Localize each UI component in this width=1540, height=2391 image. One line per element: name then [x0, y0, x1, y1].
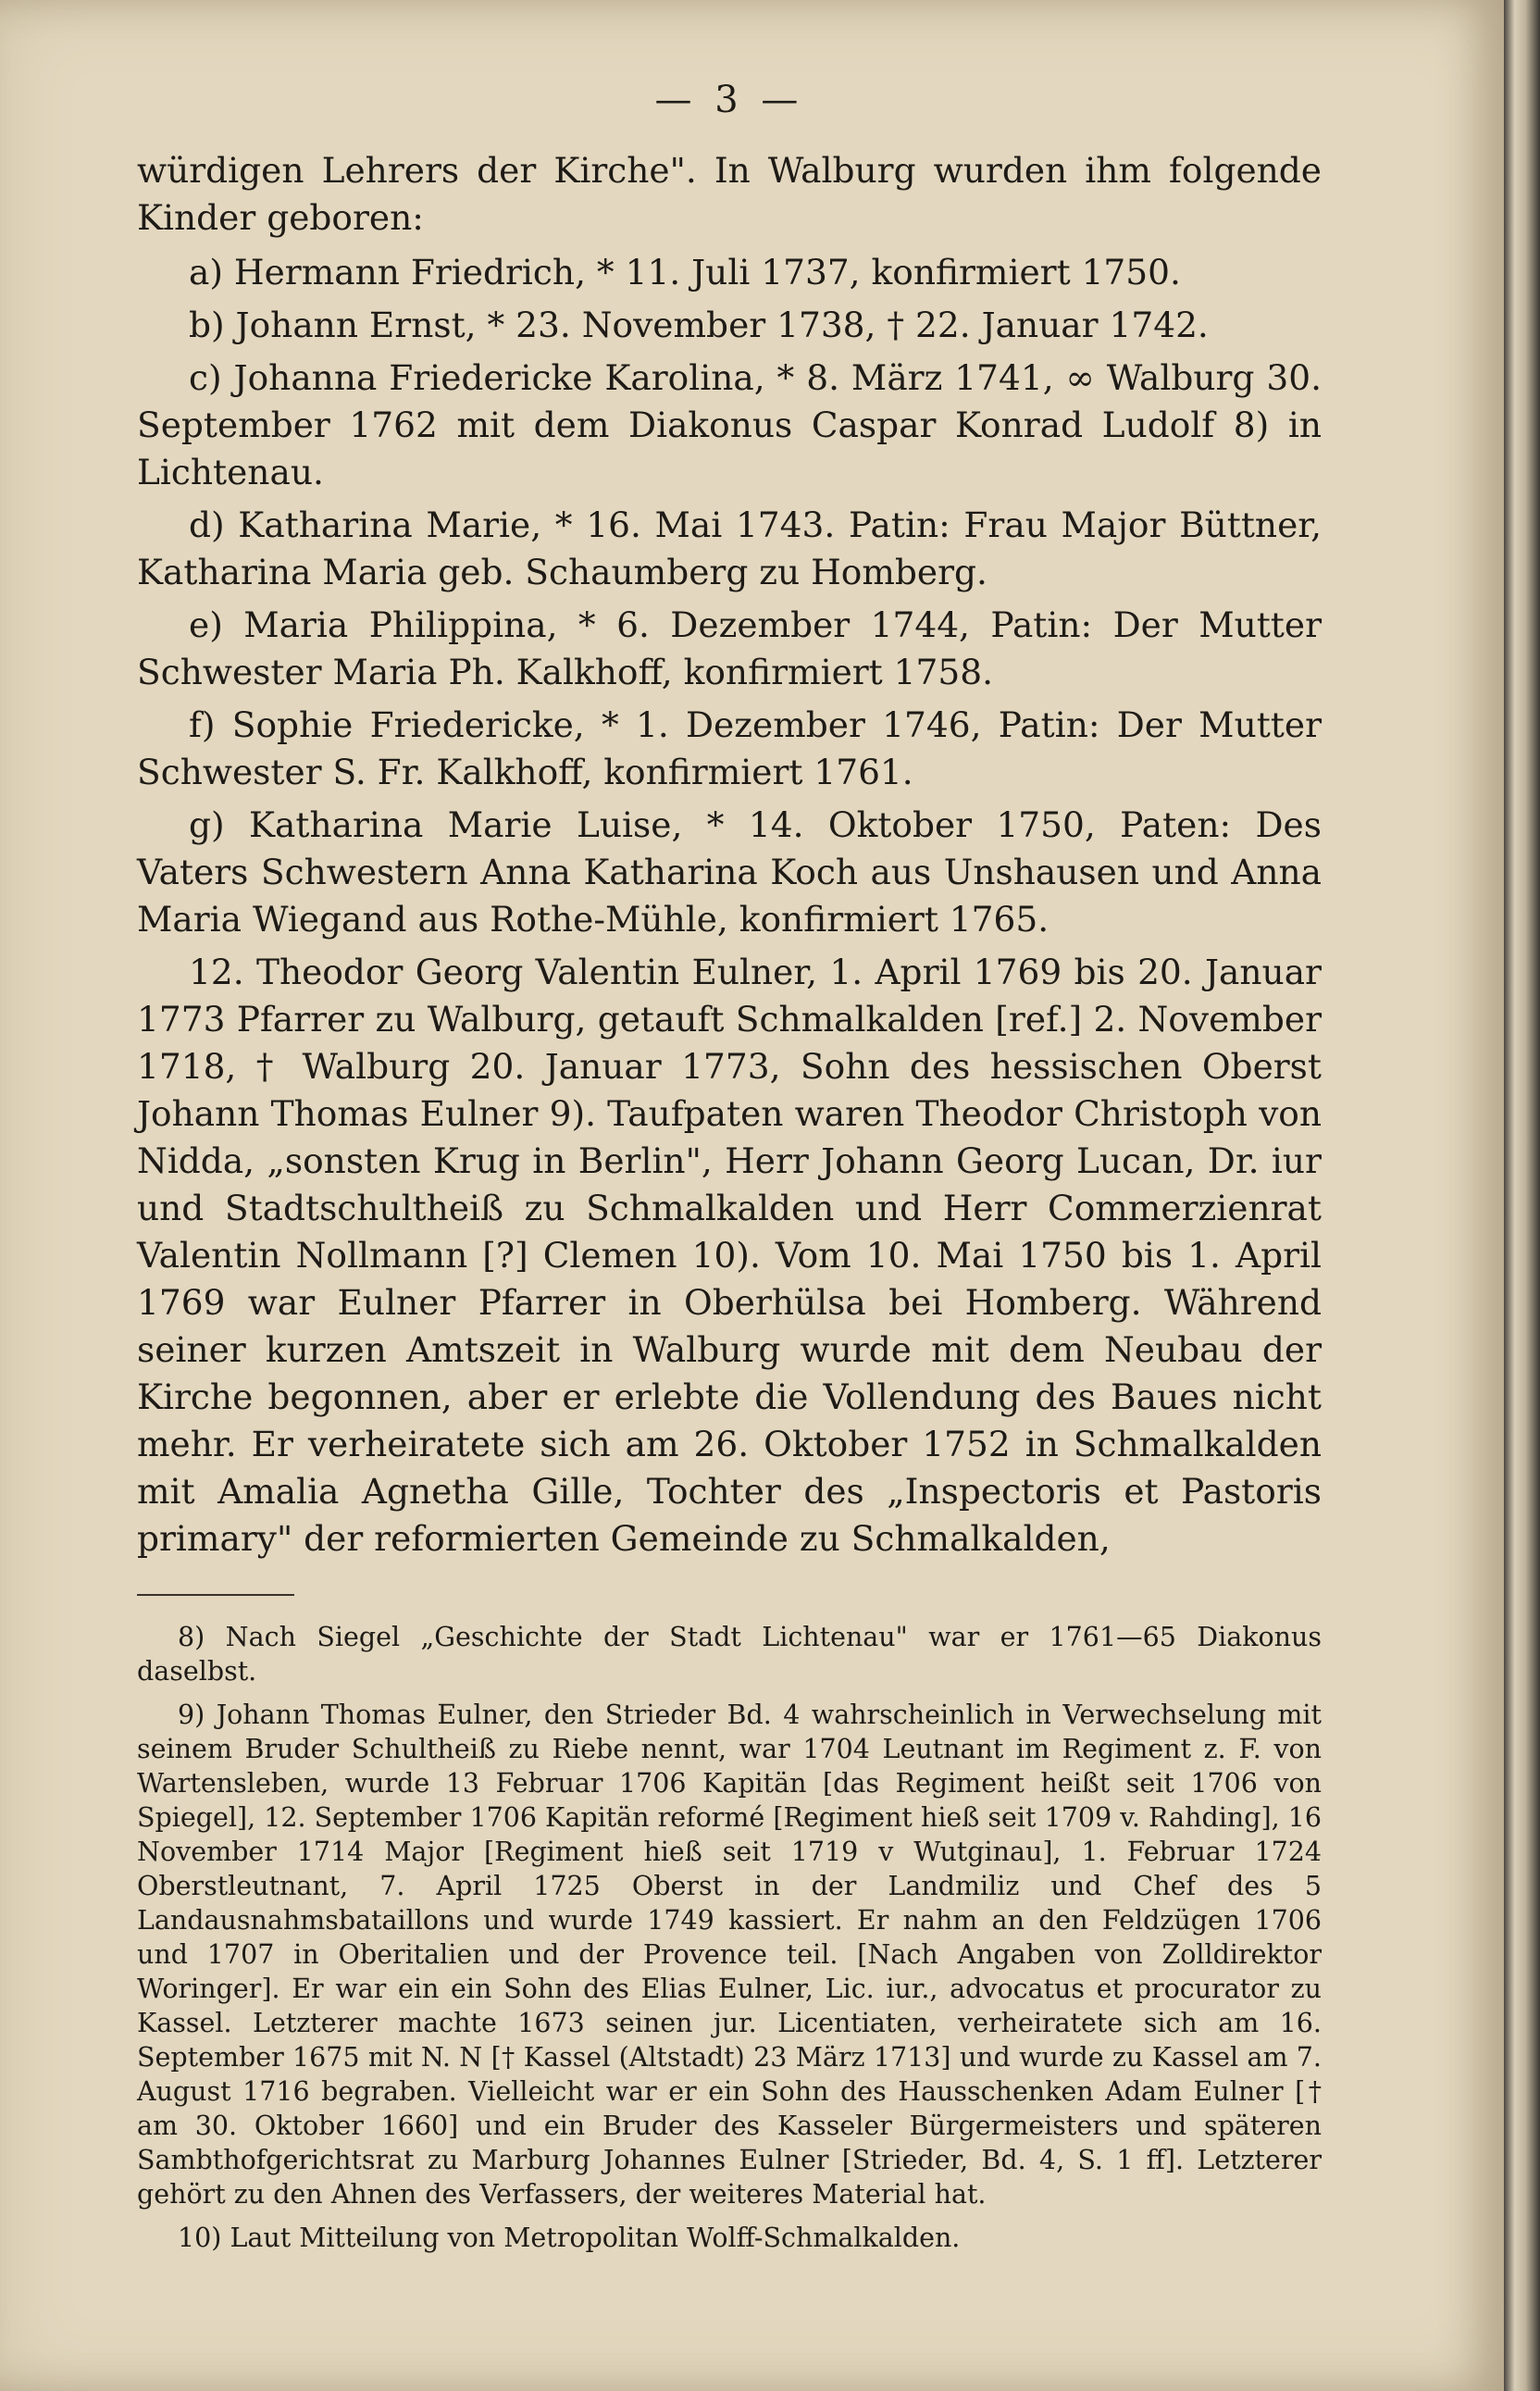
child-entry-d: d) Katharina Marie, * 16. Mai 1743. Patin: Frau Major Büttner, Katharina Maria geb. Schaumberg zu Homberg. — [137, 504, 1322, 592]
child-entry-a: a) Hermann Friedrich, * 11. Juli 1737, konfirmiert 1750. — [189, 252, 1181, 293]
footnote-8: 8) Nach Siegel „Geschichte der Stadt Lichtenau" war er 1761—65 Diakonus daselbst. — [137, 1622, 1322, 1687]
child-entry-b: b) Johann Ernst, * 23. November 1738, † 22. Januar 1742. — [189, 305, 1209, 345]
footnote-10: 10) Laut Mitteilung von Metropolitan Wolff-Schmalkalden. — [178, 2223, 961, 2253]
child-entry-g: g) Katharina Marie Luise, * 14. Oktober 1750, Paten: Des Vaters Schwestern Anna Katharina Koch aus Unshausen und Anna Maria Wiegand aus Rothe-Mühle, konfirmiert 1765. — [137, 804, 1322, 940]
child-entry-c: c) Johanna Friedericke Karolina, * 8. März 1741, ∞ Walburg 30. September 1762 mit dem Diakonus Caspar Konrad Ludolf 8) in Lichtenau. — [137, 357, 1322, 492]
child-entry-f: f) Sophie Friedericke, * 1. Dezember 1746, Patin: Der Mutter Schwester S. Fr. Kalkhoff, konfirmiert 1761. — [137, 704, 1322, 792]
text-column — [137, 79, 1322, 2264]
child-entry-e: e) Maria Philippina, * 6. Dezember 1744, Patin: Der Mutter Schwester Maria Ph. Kalkhoff, konfirmiert 1758. — [137, 604, 1322, 692]
book-edge — [1504, 0, 1540, 2391]
footnote-9: 9) Johann Thomas Eulner, den Strieder Bd. 4 wahrscheinlich in Verwechselung mit seinem Bruder Schultheiß zu Riebe nennt, war 1704 Leutnant im Regiment z. F. von Wartensleben, wurde 13 Februar 1706 Kapitän [das Regiment heißt seit 1706 von Spiegel], 12. September 1706 Kapitän reformé [Regiment hieß seit 1709 v. Rahding], 16 November 1714 Major [Regiment hieß seit 1719 v Wutginau], 1. Februar 1724 Oberstleutnant, 7. April 1725 Oberst in der Landmiliz und Chef des 5 Landausnahmsbataillons und wurde 1749 kassiert. Er nahm an den Feldzügen 1706 und 1707 in Oberitalien und der Provence teil. [Nach Angaben von Zolldirektor Woringer]. Er war ein ein Sohn des Elias Eulner, Lic. iur., advocatus et procurator zu Kassel. Letzterer machte 1673 seinen jur. Licentiaten, verheiratete sich am 16. September 1675 mit N. N [† Kassel (Altstadt) 23 März 1713] und wurde zu Kassel am 7. August 1716 begraben. Vielleicht war er ein Sohn des Hausschenken Adam Eulner [† am 30. Oktober 1660] und ein Bruder des Kasseler Bürgermeisters und späteren Sambthofgerichtsrat zu Marburg Johannes Eulner [Strieder, Bd. 4, S. 1 ff]. Letzterer gehört zu den Ahnen des Verfassers, der weiteres Material hat. — [137, 1700, 1322, 2210]
footnote-divider — [137, 1594, 294, 1596]
page-number: — 3 — — [654, 79, 804, 121]
main-paragraph: 12. Theodor Georg Valentin Eulner, 1. April 1769 bis 20. Januar 1773 Pfarrer zu Walburg, getauft Schmalkalden [ref.] 2. November 1718, † Walburg 20. Januar 1773, Sohn des hessischen Oberst Johann Thomas Eulner 9). Taufpaten waren Theodor Christoph von Nidda, „sonsten Krug in Berlin", Herr Johann Georg Lucan, Dr. iur und Stadtschultheiß zu Schmalkalden und Herr Commerzienrat Valentin Nollmann [?] Clemen 10). Vom 10. Mai 1750 bis 1. April 1769 war Eulner Pfarrer in Oberhülsa bei Homberg. Während seiner kurzen Amtszeit in Walburg wurde mit dem Neubau der Kirche begonnen, aber er erlebte die Vollendung des Baues nicht mehr. Er verheiratete sich am 26. Oktober 1752 in Schmalkalden mit Amalia Agnetha Gille, Tochter des „Inspectoris et Pastoris primary" der reformierten Gemeinde zu Schmalkalden, — [137, 952, 1322, 1559]
intro-paragraph: würdigen Lehrers der Kirche". In Walburg wurden ihm folgende Kinder geboren: — [137, 150, 1322, 238]
